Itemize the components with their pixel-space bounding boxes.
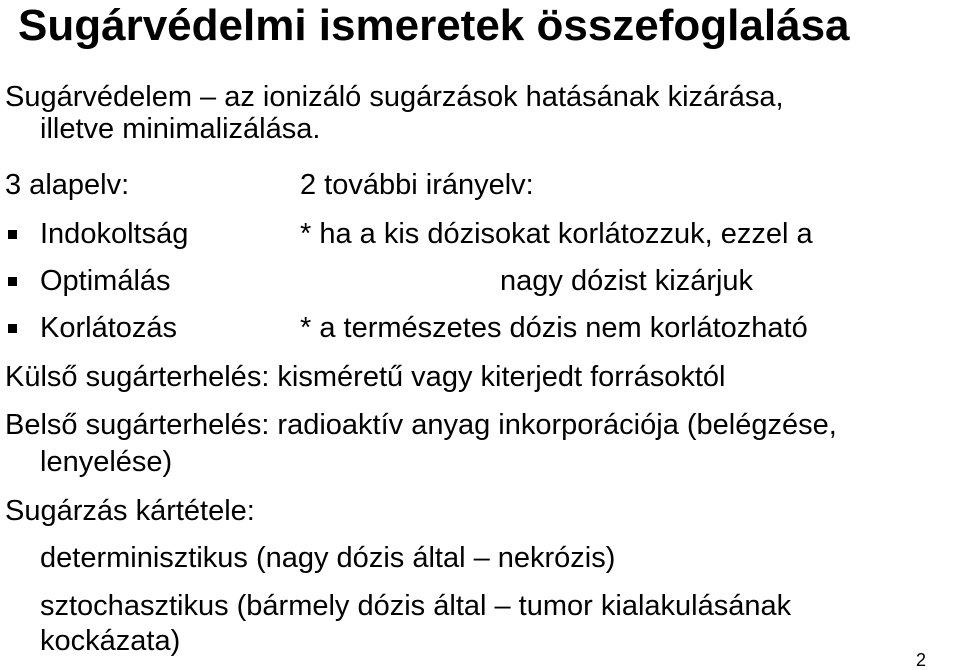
stochastic-effect-line-1: sztochasztikus (bármely dózis által – tumor kialakulásának	[40, 590, 792, 622]
stochastic-effect-line-2: kockázata)	[40, 625, 181, 657]
definition-line-2: illetve minimalizálása.	[40, 113, 321, 145]
principle-item: Optimálás	[40, 265, 171, 297]
guideline-1-line-1: * ha a kis dózisokat korlátozzuk, ezzel a	[300, 218, 813, 250]
internal-exposure-line-2: lenyelése)	[40, 446, 173, 478]
guideline-2: * a természetes dózis nem korlátozható	[300, 312, 808, 344]
deterministic-effect: determinisztikus (nagy dózis által – nekrózis)	[40, 542, 616, 574]
definition-line-1: Sugárvédelem – az ionizáló sugárzások hatásának kizárása,	[5, 81, 784, 113]
external-exposure: Külső sugárterhelés: kisméretű vagy kiterjedt forrásoktól	[5, 361, 726, 393]
internal-exposure-line-1: Belső sugárterhelés: radioaktív anyag inkorporációja (belégzése,	[5, 409, 837, 441]
principle-item: Indokoltság	[40, 218, 189, 250]
bullet-icon	[8, 277, 17, 286]
principle-item: Korlátozás	[40, 312, 178, 344]
page-number: 2	[916, 650, 927, 670]
bullet-icon	[8, 324, 17, 333]
principles-heading: 3 alapelv:	[5, 169, 130, 201]
bullet-icon	[8, 230, 17, 239]
guideline-1-line-2: nagy dózist kizárjuk	[500, 265, 754, 297]
guidelines-heading: 2 további irányelv:	[300, 169, 534, 201]
harm-heading: Sugárzás kártétele:	[5, 495, 255, 527]
slide-title: Sugárvédelmi ismeretek összefoglalása	[18, 1, 850, 50]
